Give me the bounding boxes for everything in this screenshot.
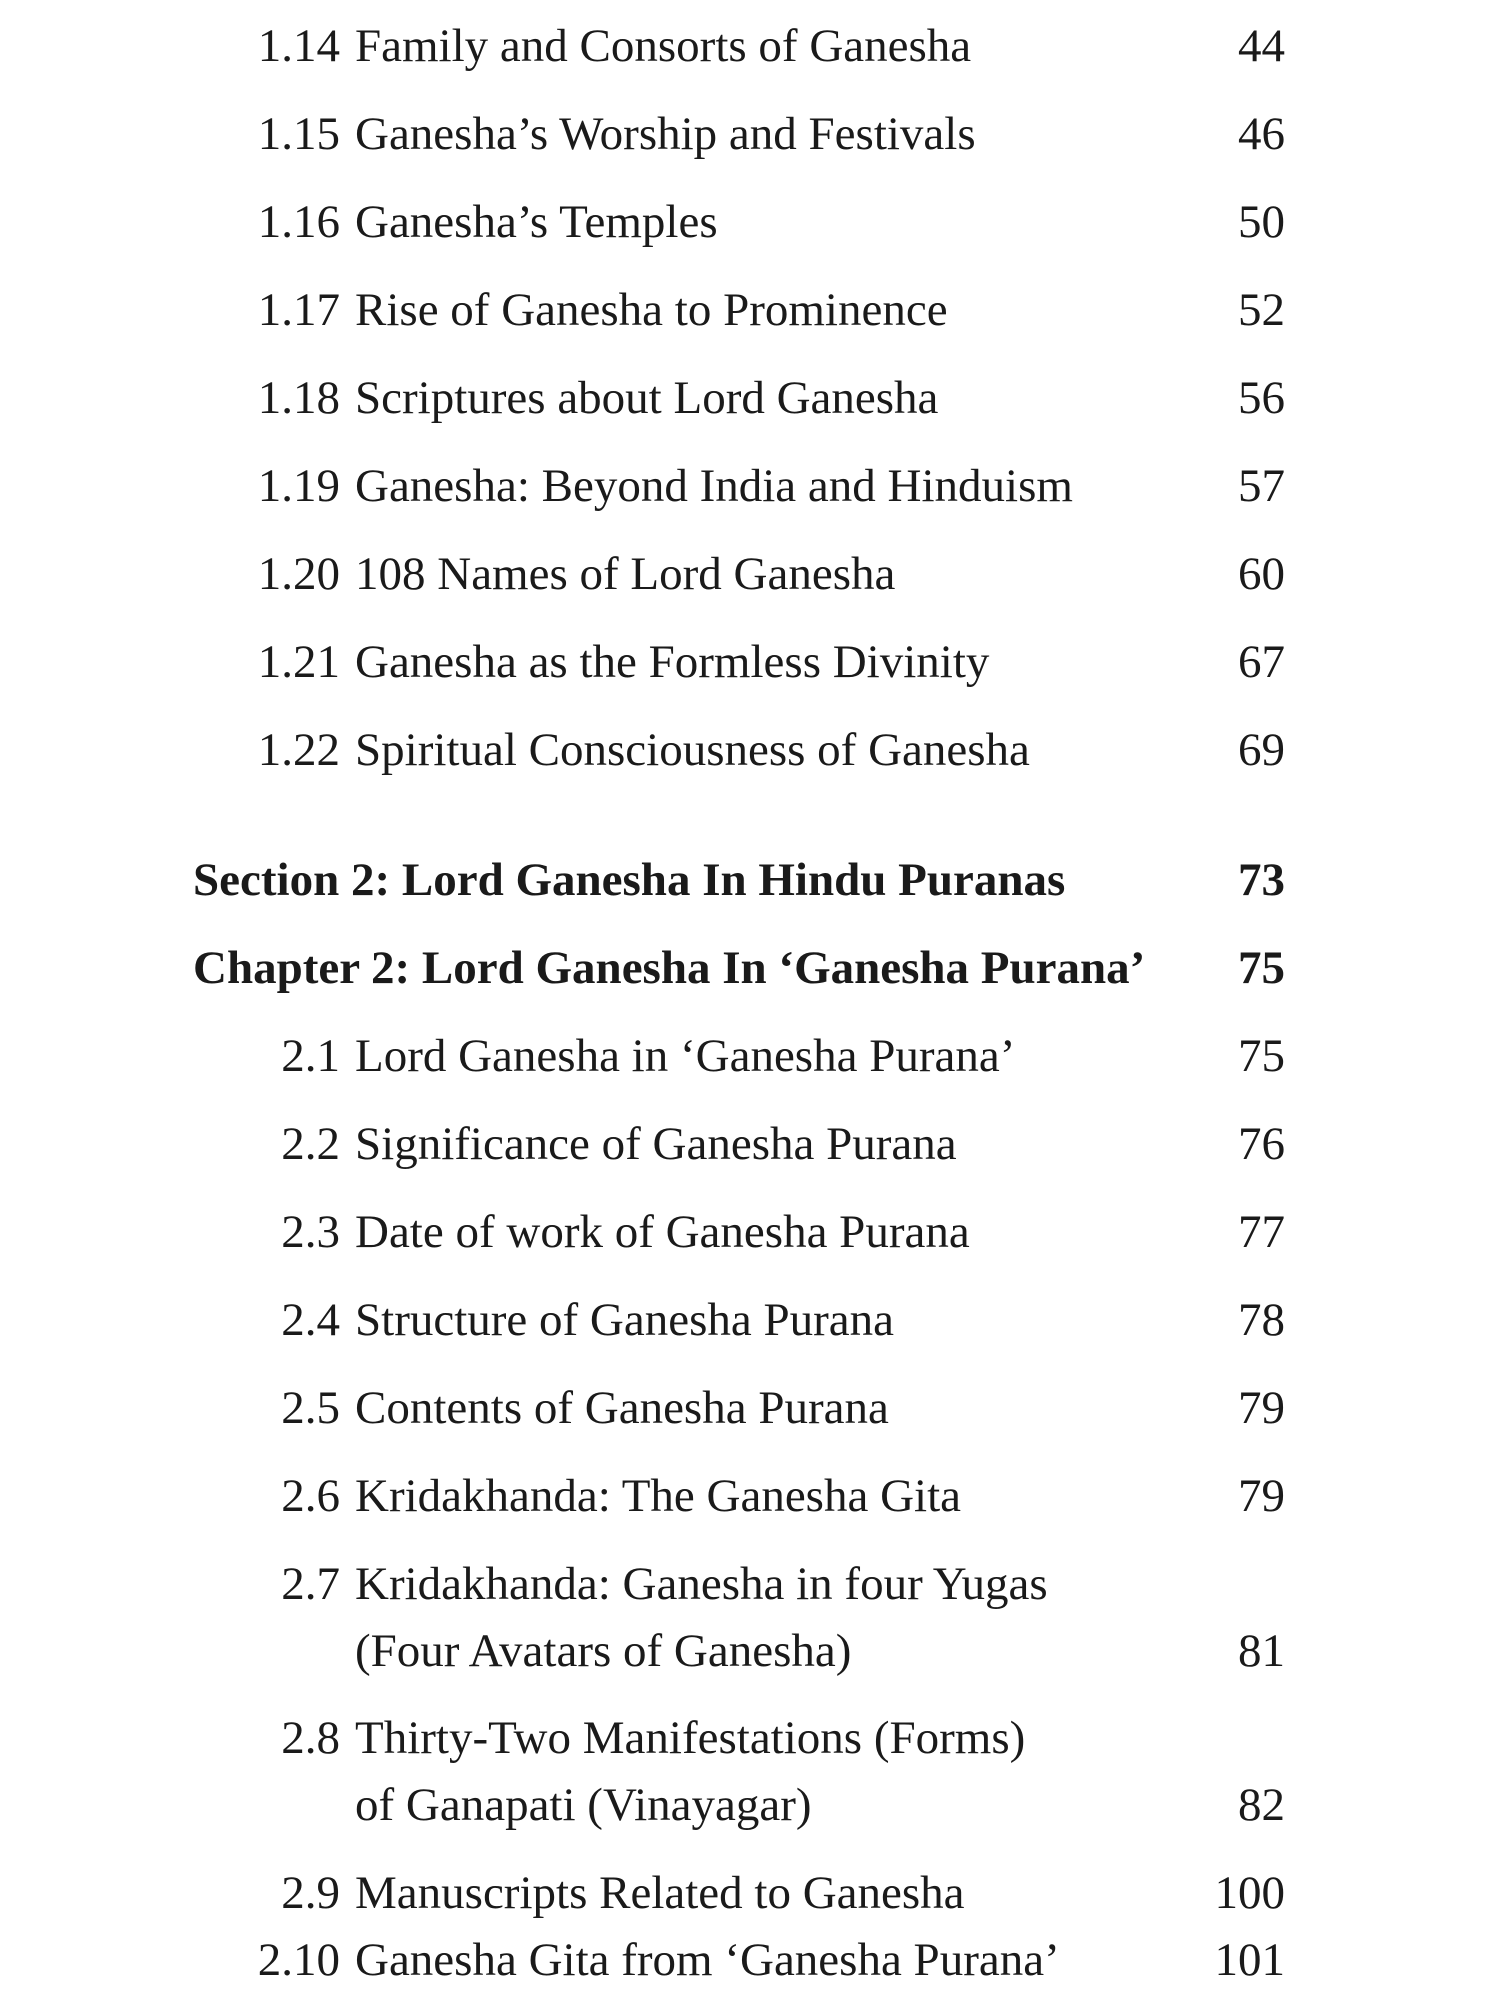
toc-entry-2-8 <box>0 1703 1500 1773</box>
toc-entry-1-19 <box>0 451 1500 521</box>
section-title: Section 2: Lord Ganesha In Hindu Puranas <box>193 854 1066 906</box>
entry-number: 2.2 <box>281 1118 340 1170</box>
entry-page: 76 <box>1238 1118 1285 1170</box>
entry-page: 75 <box>1238 1030 1285 1082</box>
entry-number: 1.17 <box>257 284 340 336</box>
entry-title-line1: Thirty-Two Manifestations (Forms) <box>355 1712 1026 1764</box>
section-heading <box>0 845 1500 915</box>
entry-title: Family and Consorts of Ganesha <box>355 20 972 72</box>
chapter-title: Chapter 2: Lord Ganesha In ‘Ganesha Purana’ <box>193 942 1146 994</box>
entry-title: Ganesha Gita from ‘Ganesha Purana’ <box>355 1934 1060 1986</box>
toc-entry-2-8-cont <box>0 1770 1500 1840</box>
entry-title: Manuscripts Related to Ganesha <box>355 1867 965 1919</box>
entry-page: 44 <box>1238 20 1285 72</box>
entry-page: 52 <box>1238 284 1285 336</box>
toc-entry-1-15 <box>0 99 1500 169</box>
entry-page: 50 <box>1238 196 1285 248</box>
entry-title: Structure of Ganesha Purana <box>355 1294 895 1346</box>
entry-page: 78 <box>1238 1294 1285 1346</box>
entry-title: Ganesha: Beyond India and Hinduism <box>355 460 1073 512</box>
entry-number: 2.7 <box>281 1558 340 1610</box>
entry-title: Lord Ganesha in ‘Ganesha Purana’ <box>355 1030 1016 1082</box>
entry-title-line2: (Four Avatars of Ganesha) <box>355 1625 852 1677</box>
entry-page: 57 <box>1238 460 1285 512</box>
entry-title: Ganesha’s Temples <box>355 196 718 248</box>
entry-number: 2.1 <box>281 1030 340 1082</box>
entry-title: Rise of Ganesha to Prominence <box>355 284 948 336</box>
chapter-page: 75 <box>1238 942 1285 994</box>
entry-number: 2.9 <box>281 1867 340 1919</box>
entry-title: Significance of Ganesha Purana <box>355 1118 957 1170</box>
entry-title-line2: of Ganapati (Vinayagar) <box>355 1779 812 1831</box>
toc-entry-2-7 <box>0 1549 1500 1619</box>
entry-page: 60 <box>1238 548 1285 600</box>
entry-title: Ganesha as the Formless Divinity <box>355 636 990 688</box>
toc-entry-1-14 <box>0 11 1500 81</box>
entry-number: 1.18 <box>257 372 340 424</box>
entry-number: 2.5 <box>281 1382 340 1434</box>
toc-entry-1-17 <box>0 275 1500 345</box>
toc-entry-2-7-cont <box>0 1616 1500 1686</box>
entry-number: 1.19 <box>257 460 340 512</box>
entry-page: 101 <box>1214 1934 1285 1986</box>
entry-number: 2.4 <box>281 1294 340 1346</box>
toc-entry-1-22 <box>0 715 1500 785</box>
entry-page: 81 <box>1238 1625 1285 1677</box>
toc-entry-2-6 <box>0 1461 1500 1531</box>
toc-entry-2-9 <box>0 1858 1500 1928</box>
entry-number: 1.14 <box>257 20 340 72</box>
entry-number: 2.3 <box>281 1206 340 1258</box>
toc-entry-2-5 <box>0 1373 1500 1443</box>
toc-entry-2-3 <box>0 1197 1500 1267</box>
entry-page: 82 <box>1238 1779 1285 1831</box>
entry-page: 100 <box>1214 1867 1285 1919</box>
entry-title: Date of work of Ganesha Purana <box>355 1206 970 1258</box>
toc-entry-1-20 <box>0 539 1500 609</box>
chapter-heading <box>0 933 1500 1003</box>
entry-title: Spiritual Consciousness of Ganesha <box>355 724 1030 776</box>
section-page: 73 <box>1238 854 1285 906</box>
toc-entry-2-2 <box>0 1109 1500 1179</box>
entry-page: 77 <box>1238 1206 1285 1258</box>
entry-title: Ganesha’s Worship and Festivals <box>355 108 976 160</box>
toc-entry-2-10 <box>0 1925 1500 1995</box>
toc-entry-1-18 <box>0 363 1500 433</box>
entry-title-line1: Kridakhanda: Ganesha in four Yugas <box>355 1558 1048 1610</box>
entry-number: 1.16 <box>257 196 340 248</box>
entry-number: 1.22 <box>257 724 340 776</box>
entry-page: 46 <box>1238 108 1285 160</box>
entry-number: 1.15 <box>257 108 340 160</box>
entry-page: 69 <box>1238 724 1285 776</box>
entry-number: 2.10 <box>257 1934 340 1986</box>
entry-title: Scriptures about Lord Ganesha <box>355 372 939 424</box>
toc-entry-2-1 <box>0 1021 1500 1091</box>
entry-title: Kridakhanda: The Ganesha Gita <box>355 1470 961 1522</box>
toc-entry-1-21 <box>0 627 1500 697</box>
entry-page: 79 <box>1238 1470 1285 1522</box>
entry-number: 2.8 <box>281 1712 340 1764</box>
toc-entry-2-4 <box>0 1285 1500 1355</box>
entry-number: 1.20 <box>257 548 340 600</box>
entry-page: 79 <box>1238 1382 1285 1434</box>
entry-page: 56 <box>1238 372 1285 424</box>
entry-title: Contents of Ganesha Purana <box>355 1382 889 1434</box>
entry-page: 67 <box>1238 636 1285 688</box>
entry-number: 2.6 <box>281 1470 340 1522</box>
entry-number: 1.21 <box>257 636 340 688</box>
toc-entry-1-16 <box>0 187 1500 257</box>
entry-title: 108 Names of Lord Ganesha <box>355 548 896 600</box>
